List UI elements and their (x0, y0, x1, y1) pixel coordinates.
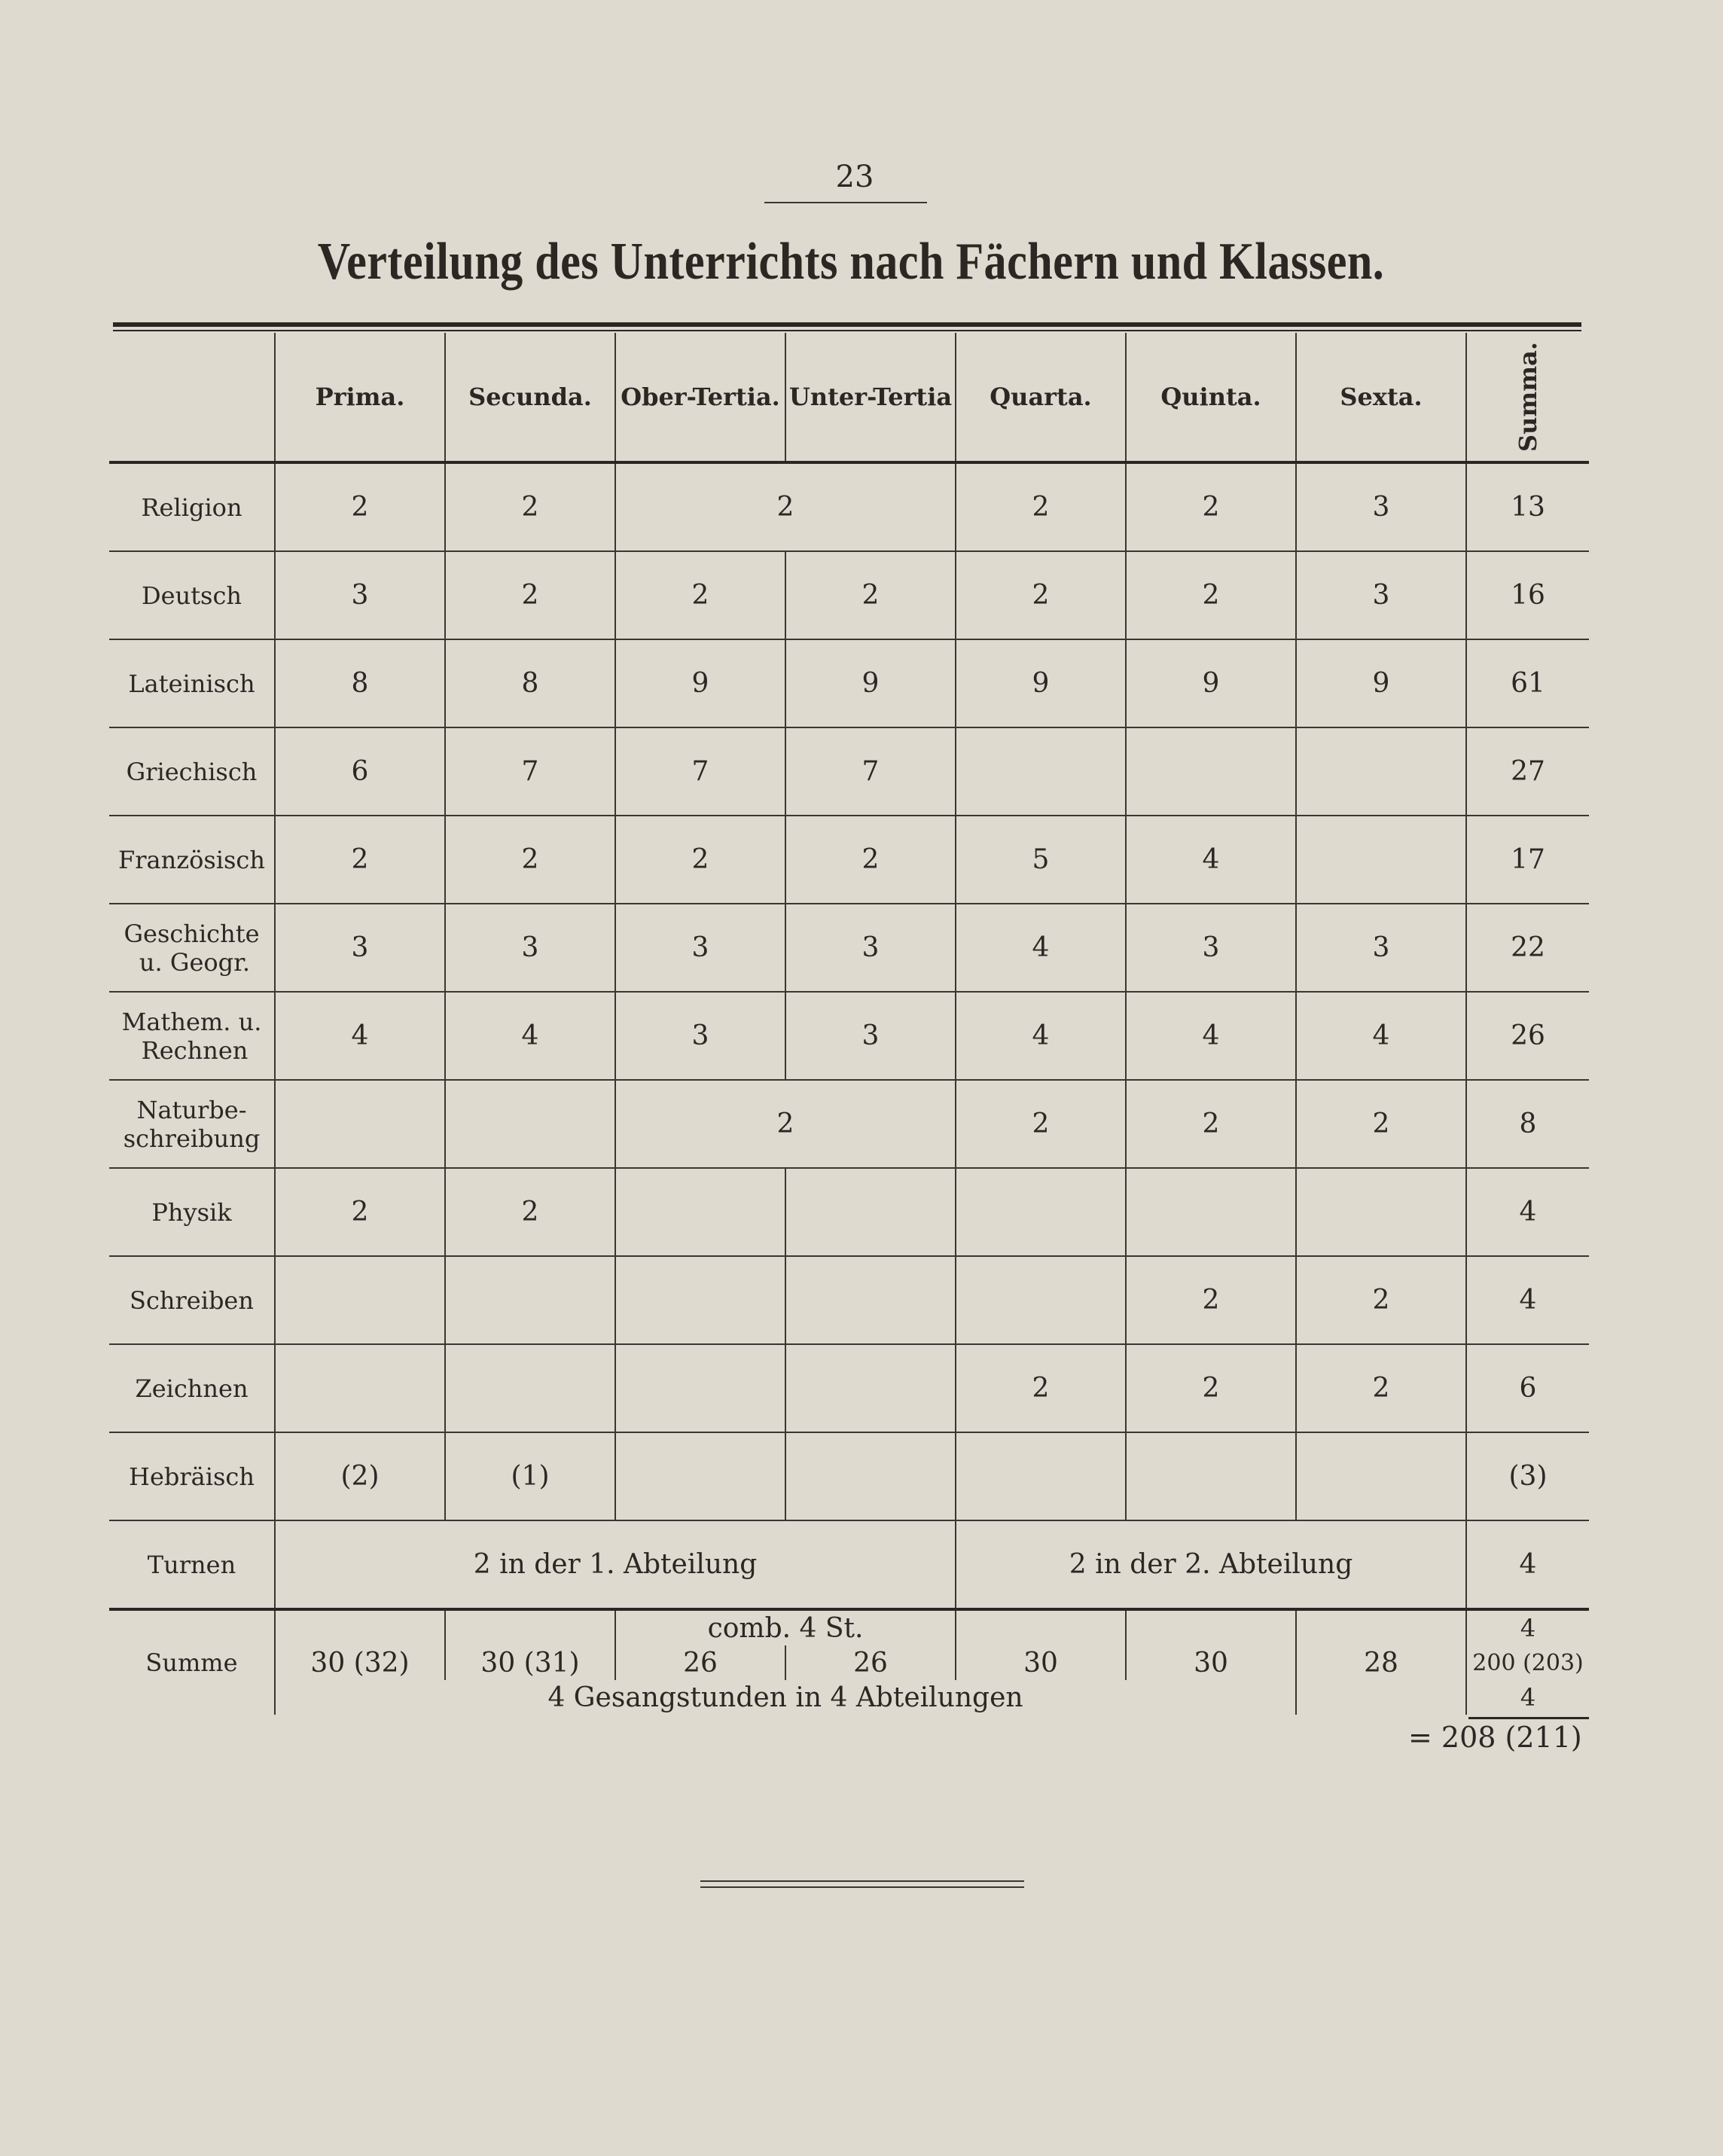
table-cell: 2 (785, 551, 956, 639)
table-row (109, 727, 1589, 816)
subject-line: Naturbe- (136, 1095, 247, 1124)
subject-cell: Physik (109, 1168, 275, 1256)
table-row (109, 1344, 1589, 1432)
table-cell: 3 (1296, 462, 1466, 551)
schedule-table-wrap (109, 333, 1589, 1715)
column-header: Quarta. (956, 333, 1126, 462)
table-cell: (2) (275, 1432, 445, 1520)
totals-label: Summe (145, 1648, 238, 1677)
subject-cell: Griechisch (109, 727, 275, 816)
column-header: Prima. (275, 333, 445, 462)
totals-cell: 30 (31) (445, 1645, 615, 1680)
subject-column-header (109, 333, 275, 462)
table-cell: 7 (615, 727, 785, 816)
table-cell: 3 (1296, 551, 1466, 639)
subject-line: Mathem. u. (121, 1007, 262, 1036)
table-cell: 2 (445, 462, 615, 551)
subject-line: Geschichte (124, 919, 260, 948)
subject-cell: Turnen (109, 1520, 275, 1609)
table-cell: 8 (275, 639, 445, 727)
table-cell: 2 (445, 816, 615, 904)
subject-cell (109, 1080, 275, 1168)
totals-cell: 26 (785, 1645, 956, 1680)
table-cell-turnen-abteilung-2: 2 in der 2. Abteilung (956, 1520, 1466, 1609)
summa-header-label: Summa. (1514, 342, 1542, 452)
table-cell: 2 (1126, 1080, 1296, 1168)
table-cell-combined-tertia: 2 (615, 1080, 956, 1168)
table-cell (275, 1080, 445, 1168)
totals-cell: 26 (615, 1645, 785, 1680)
table-cell: 2 (1126, 551, 1296, 639)
header-thick-rule (113, 322, 1581, 327)
table-cell (615, 1168, 785, 1256)
table-cell (275, 1344, 445, 1432)
table-row (109, 639, 1589, 727)
table-cell: 4 (1296, 992, 1466, 1080)
table-cell: 3 (615, 904, 785, 992)
summa-stack-bottom: 4 (1466, 1680, 1589, 1715)
table-cell (785, 1344, 956, 1432)
summa-cell: 13 (1466, 462, 1589, 551)
table-cell: 3 (275, 904, 445, 992)
page-number-rule (764, 202, 927, 203)
table-cell: 2 (956, 1344, 1126, 1432)
table-cell: 9 (1296, 639, 1466, 727)
table-row (109, 904, 1589, 992)
table-cell: 2 (956, 551, 1126, 639)
table-cell (1126, 1168, 1296, 1256)
table-cell: 2 (615, 551, 785, 639)
subject-line: schreibung (123, 1124, 261, 1153)
table-cell: 4 (445, 992, 615, 1080)
table-cell: 3 (445, 904, 615, 992)
table-row (109, 1256, 1589, 1344)
table-cell: 2 (275, 816, 445, 904)
table-cell (785, 1432, 956, 1520)
column-header: Secunda. (445, 333, 615, 462)
table-cell (785, 1256, 956, 1344)
table-cell: 2 (445, 551, 615, 639)
table-cell (445, 1344, 615, 1432)
totals-cell: 28 (1296, 1645, 1466, 1680)
table-cell (1296, 816, 1466, 904)
table-cell: (1) (445, 1432, 615, 1520)
table-row (109, 551, 1589, 639)
subject-cell: Lateinisch (109, 639, 275, 727)
table-cell: 3 (785, 992, 956, 1080)
summa-cell: 17 (1466, 816, 1589, 904)
table-cell (1296, 1432, 1466, 1520)
table-row (109, 1432, 1589, 1520)
column-header: Unter-Tertia (785, 333, 956, 462)
table-cell: 2 (1296, 1256, 1466, 1344)
table-cell: 4 (1126, 816, 1296, 904)
page-title: Verteilung des Unterrichts nach Fächern und Klassen. (317, 233, 1385, 291)
summa-cell: 27 (1466, 727, 1589, 816)
schedule-table (109, 333, 1589, 1611)
column-header: Quinta. (1126, 333, 1296, 462)
table-cell: 9 (1126, 639, 1296, 727)
table-row (109, 992, 1589, 1080)
table-cell: 2 (1296, 1344, 1466, 1432)
table-cell-turnen-abteilung-1: 2 in der 1. Abteilung (275, 1520, 956, 1609)
table-cell (1296, 727, 1466, 816)
table-cell (956, 1256, 1126, 1344)
table-row (109, 816, 1589, 904)
summa-column-header (1466, 333, 1589, 462)
summa-stack-mid: 200 (203) (1466, 1645, 1589, 1680)
subject-line: u. Geogr. (139, 947, 251, 977)
table-cell: 2 (785, 816, 956, 904)
table-cell: 3 (1126, 904, 1296, 992)
table-cell: 2 (956, 1080, 1126, 1168)
page-number: 23 (835, 160, 874, 194)
summa-cell: (3) (1466, 1432, 1589, 1520)
gesang-note: 4 Gesangstunden in 4 Abteilungen (275, 1680, 1296, 1715)
table-cell: 7 (785, 727, 956, 816)
summa-cell: 4 (1466, 1256, 1589, 1344)
table-cell (956, 1432, 1126, 1520)
comb-note: comb. 4 St. (615, 1611, 956, 1645)
table-cell: 2 (956, 462, 1126, 551)
table-cell: 2 (1126, 1344, 1296, 1432)
table-cell: 4 (1126, 992, 1296, 1080)
summa-cell: 61 (1466, 639, 1589, 727)
table-cell: 4 (275, 992, 445, 1080)
table-cell (275, 1256, 445, 1344)
table-cell: 8 (445, 639, 615, 727)
totals-cell: 30 (32) (275, 1645, 445, 1680)
summa-cell: 4 (1466, 1520, 1589, 1609)
totals-cell: 30 (1126, 1645, 1296, 1680)
table-cell (1126, 1432, 1296, 1520)
table-cell: 3 (785, 904, 956, 992)
table-cell (615, 1432, 785, 1520)
totals-cell: 30 (956, 1645, 1126, 1680)
summa-stack-top: 4 (1466, 1611, 1589, 1645)
table-cell: 3 (275, 551, 445, 639)
table-cell: 6 (275, 727, 445, 816)
table-cell: 9 (615, 639, 785, 727)
table-cell: 3 (615, 992, 785, 1080)
table-cell (956, 1168, 1126, 1256)
table-cell: 2 (1126, 462, 1296, 551)
table-cell: 2 (445, 1168, 615, 1256)
table-row (109, 1080, 1589, 1168)
table-cell (1296, 1168, 1466, 1256)
subject-line: Rechnen (141, 1035, 249, 1065)
table-row (109, 1520, 1589, 1609)
closing-rule (700, 1880, 1024, 1882)
summa-cell: 22 (1466, 904, 1589, 992)
subject-cell: Schreiben (109, 1256, 275, 1344)
table-cell: 4 (956, 992, 1126, 1080)
column-header: Sexta. (1296, 333, 1466, 462)
grand-total-rule (1468, 1717, 1589, 1719)
subject-cell: Zeichnen (109, 1344, 275, 1432)
table-cell (1126, 727, 1296, 816)
subject-cell: Deutsch (109, 551, 275, 639)
table-cell (956, 727, 1126, 816)
subject-cell (109, 992, 275, 1080)
totals-row (109, 1645, 1589, 1680)
table-cell (445, 1080, 615, 1168)
table-cell (615, 1344, 785, 1432)
table-cell: 2 (615, 816, 785, 904)
table-row (109, 462, 1589, 551)
closing-rule (700, 1886, 1024, 1888)
subject-cell (109, 904, 275, 992)
totals-gesang-row (109, 1680, 1589, 1715)
table-cell: 2 (1296, 1080, 1466, 1168)
summa-cell: 26 (1466, 992, 1589, 1080)
summa-cell: 4 (1466, 1168, 1589, 1256)
grand-total: = 208 (211) (1408, 1721, 1582, 1754)
table-cell: 2 (275, 1168, 445, 1256)
subject-cell: Hebräisch (109, 1432, 275, 1520)
table-cell: 9 (956, 639, 1126, 727)
header-thin-rule (113, 330, 1581, 331)
summa-cell: 16 (1466, 551, 1589, 639)
table-cell: 5 (956, 816, 1126, 904)
table-cell: 2 (1126, 1256, 1296, 1344)
table-cell: 4 (956, 904, 1126, 992)
table-cell (615, 1256, 785, 1344)
summa-cell: 6 (1466, 1344, 1589, 1432)
subject-cell: Französisch (109, 816, 275, 904)
table-cell: 2 (275, 462, 445, 551)
table-cell (785, 1168, 956, 1256)
table-cell: 3 (1296, 904, 1466, 992)
column-header: Ober-Tertia. (615, 333, 785, 462)
table-cell: 7 (445, 727, 615, 816)
summa-cell: 8 (1466, 1080, 1589, 1168)
header-row (109, 333, 1589, 462)
totals-table (109, 1611, 1589, 1715)
totals-note-row (109, 1611, 1589, 1645)
table-cell (445, 1256, 615, 1344)
subject-cell: Religion (109, 462, 275, 551)
table-row (109, 1168, 1589, 1256)
table-cell: 9 (785, 639, 956, 727)
table-cell-combined-tertia: 2 (615, 462, 956, 551)
